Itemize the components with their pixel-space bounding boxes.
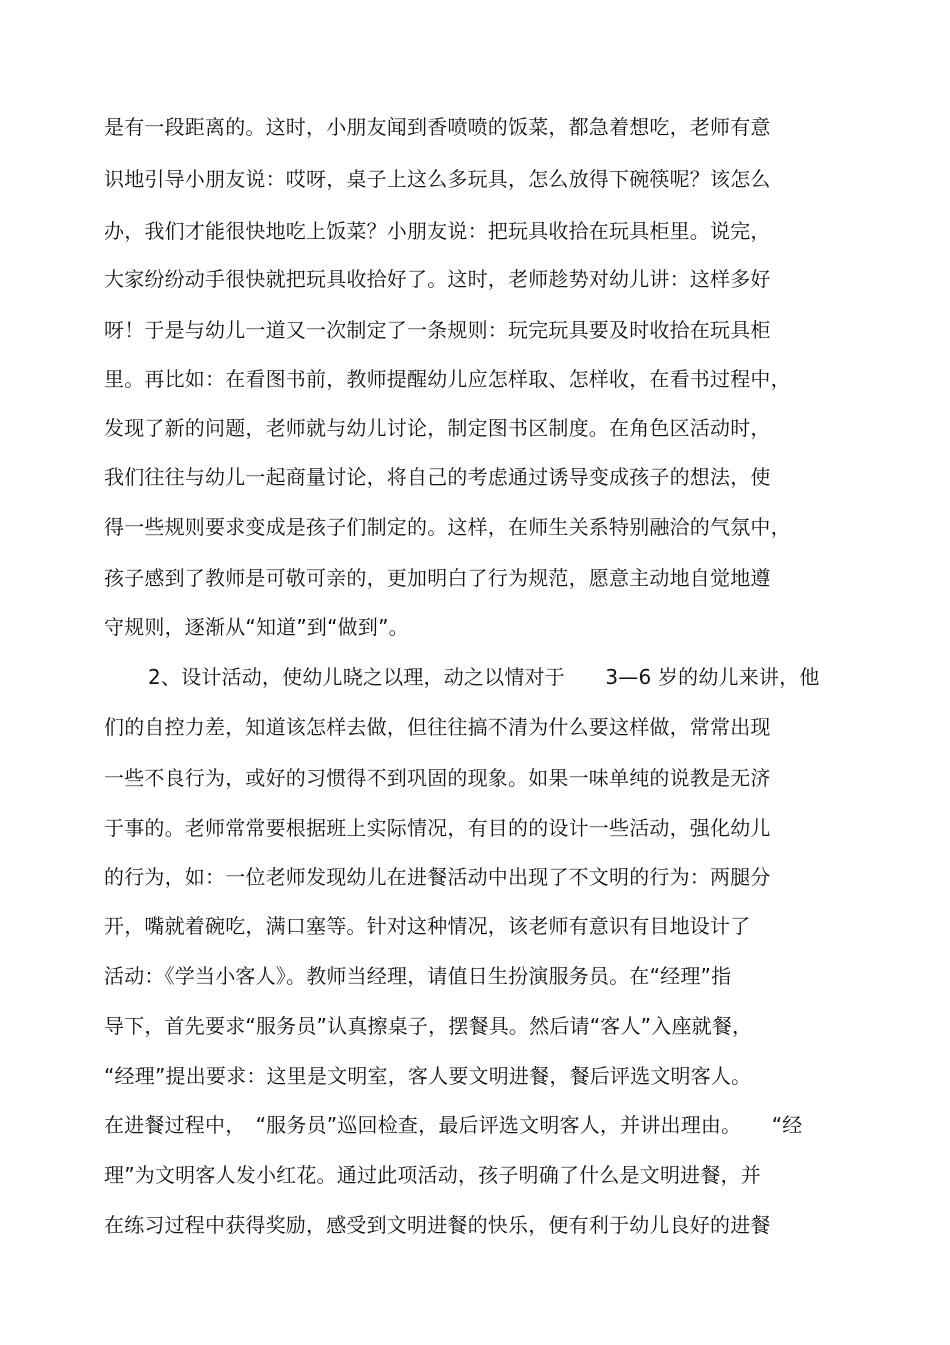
text-line: 一些不良行为，或好的习惯得不到巩固的现象。如果一味单纯的说教是无济	[104, 766, 771, 790]
text-line: 大家纷纷动手很快就把玩具收拾好了。这时，老师趁势对幼儿讲：这样多好	[104, 267, 771, 291]
text-line: 开，嘴就着碗吃，满口塞等。针对这种情况，该老师有意识有目地设计了	[104, 914, 751, 938]
text-line: 们的自控力差，知道该怎样去做，但往往搞不清为什么要这样做，常常出现	[104, 715, 771, 739]
text-line: “经理”提出要求：这里是文明室，客人要文明进餐，餐后评选文明客人。	[104, 1064, 752, 1088]
text-line: 识地引导小朋友说：哎呀，桌子上这么多玩具，怎么放得下碗筷呢？该怎么	[104, 167, 771, 191]
text-line: 守规则，逐渐从“知道”到“做到”。	[104, 615, 409, 639]
text-line: 是有一段距离的。这时，小朋友闻到香喷喷的饭菜，都急着想吃，老师有意	[104, 115, 771, 139]
text-line: 呀！于是与幼儿一道又一次制定了一条规则：玩完玩具要及时收拾在玩具柜	[104, 318, 771, 342]
text-line: 2、设计活动，使幼儿晓之以理，动之以情对于 3—6 岁的幼儿来讲，他	[148, 665, 820, 689]
text-line: 在练习过程中获得奖励，感受到文明进餐的快乐，便有利于幼儿良好的进餐	[104, 1213, 771, 1237]
text-line: 办，我们才能很快地吃上饭菜？小朋友说：把玩具收拾在玩具柜里。说完，	[104, 219, 771, 243]
text-line: 活动：《学当小客人》。教师当经理，请值日生扮演服务员。在“经理”指	[104, 964, 732, 988]
text-line: 导下，首先要求“服务员”认真擦桌子，摆餐具。然后请“客人”入座就餐，	[104, 1014, 753, 1038]
text-line: 的行为，如：一位老师发现幼儿在进餐活动中出现了不文明的行为：两腿分	[104, 865, 771, 889]
text-line: 理”为文明客人发小红花。通过此项活动，孩子明确了什么是文明进餐，并	[104, 1163, 761, 1187]
text-line: 在进餐过程中， “服务员”巡回检查，最后评选文明客人，并讲出理由。 “经	[104, 1113, 803, 1137]
text-line: 孩子感到了教师是可敬可亲的，更加明白了行为规范，愿意主动地自觉地遵	[104, 566, 771, 590]
text-line: 发现了新的问题，老师就与幼儿讨论，制定图书区制度。在角色区活动时，	[104, 416, 771, 440]
text-line: 得一些规则要求变成是孩子们制定的。这样，在师生关系特别融洽的气氛中，	[104, 515, 791, 539]
text-line: 我们往往与幼儿一起商量讨论，将自己的考虑通过诱导变成孩子的想法，使	[104, 465, 771, 489]
text-line: 于事的。老师常常要根据班上实际情况，有目的的设计一些活动，强化幼儿	[104, 816, 771, 840]
text-line: 里。再比如：在看图书前，教师提醒幼儿应怎样取、怎样收，在看书过程中，	[104, 367, 791, 391]
